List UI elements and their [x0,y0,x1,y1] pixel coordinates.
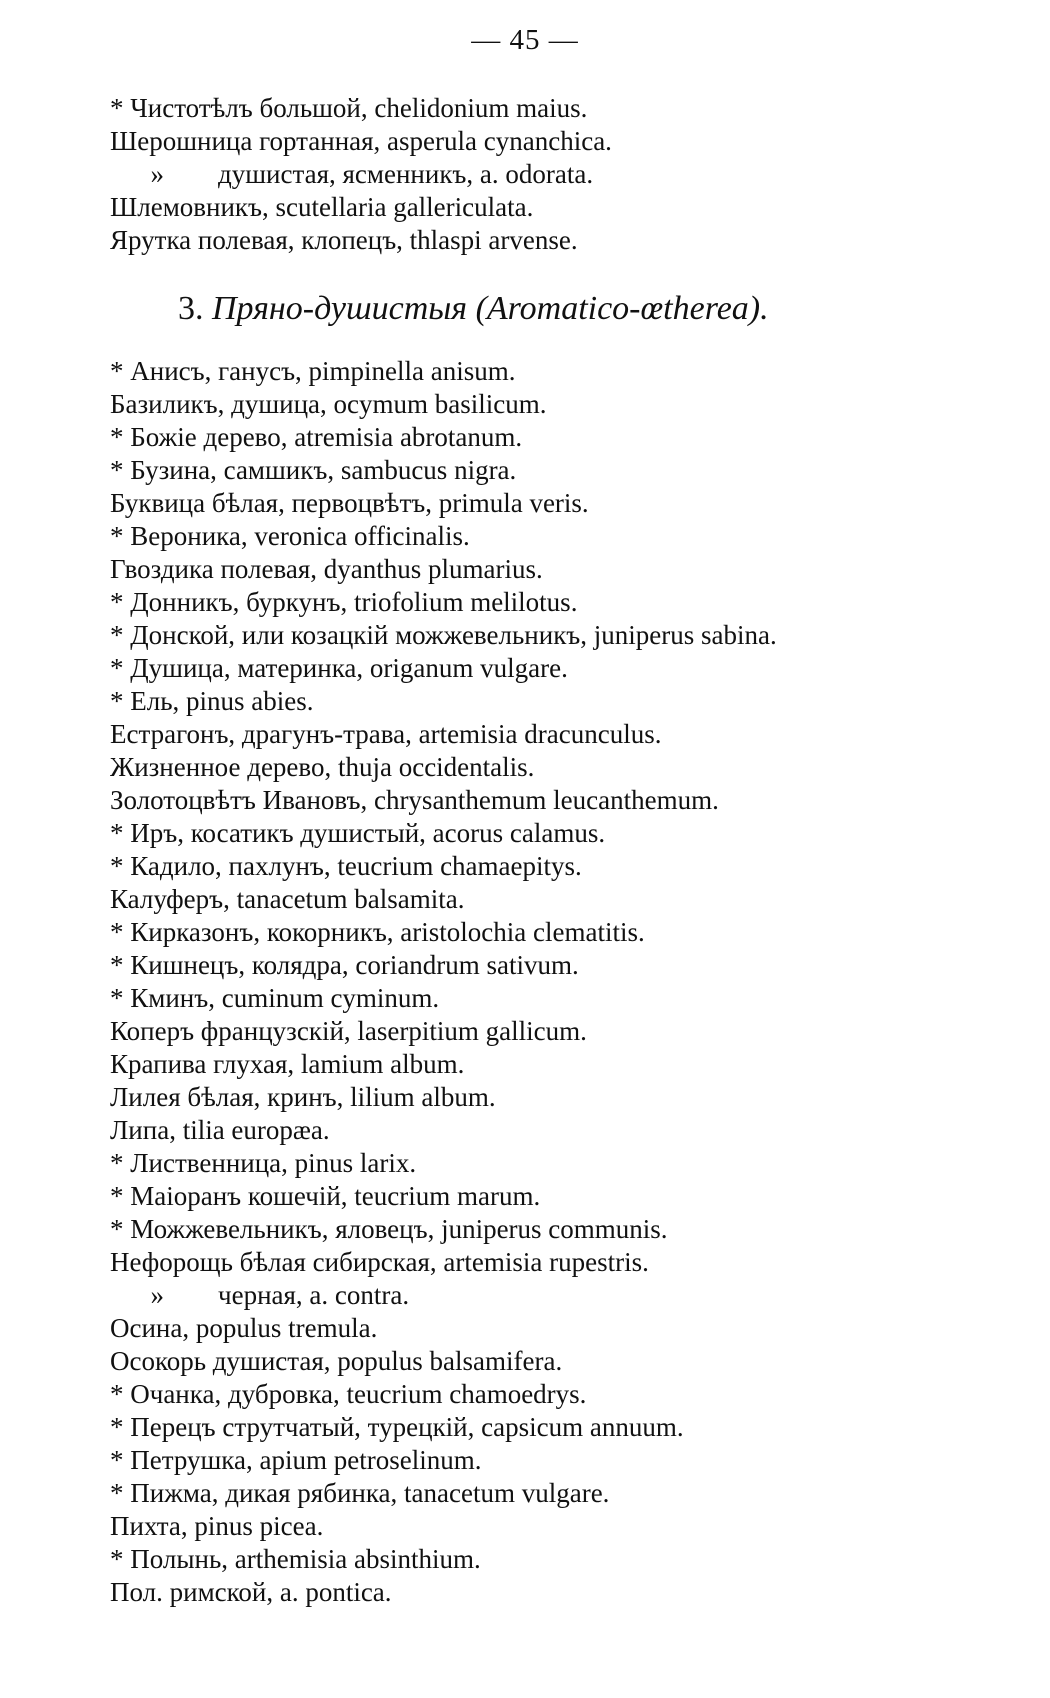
list-item: Крапива глухая, lamium album. [110,1049,465,1079]
list-item: Калуферъ, tanacetum balsamita. [110,884,465,914]
list-item: » душистая, ясменникъ, a. odorata. [110,159,594,189]
section-heading [178,289,769,329]
list-item: * Кминъ, cuminum cyminum. [110,983,440,1013]
list-item: * Донникъ, буркунъ, triofolium melilotus. [110,587,578,617]
section-heading-text: Пряно-душистыя (Aromatico-œtherea). [212,290,769,327]
aromatic-plant-list [110,355,1040,1609]
list-item: Липа, tilia europæa. [110,1115,330,1145]
list-item: Буквица бѣлая, первоцвѣтъ, primula veris. [110,488,589,518]
list-item: » черная, a. contra. [110,1280,410,1310]
list-item: * Бузина, самшикъ, sambucus nigra. [110,455,517,485]
list-item: Ярутка полевая, клопецъ, thlaspi arvense. [110,225,578,255]
plant-list-continued [110,92,1040,257]
list-item: Пихта, pinus picea. [110,1511,324,1541]
list-item: Базиликъ, душица, ocymum basilicum. [110,389,547,419]
list-item: * Очанка, дубровка, teucrium chamoedrys. [110,1379,587,1409]
list-item: * Кишнецъ, колядра, coriandrum sativum. [110,950,579,980]
list-item: Нефорощь бѣлая сибирская, artemisia rupestris. [110,1247,649,1277]
list-item: * Вероника, veronica officinalis. [110,521,470,551]
list-item: * Можжевельникъ, яловецъ, juniperus communis. [110,1214,668,1244]
list-item: Естрагонъ, драгунъ-трава, artemisia dracunculus. [110,719,662,749]
list-item: Лилея бѣлая, кринъ, lilium album. [110,1082,496,1112]
list-item: * Лиственница, pinus larix. [110,1148,417,1178]
list-item: * Маіоранъ кошечій, teucrium marum. [110,1181,541,1211]
list-item: * Пижма, дикая рябинка, tanacetum vulgare. [110,1478,610,1508]
list-item: Золотоцвѣтъ Ивановъ, chrysanthemum leucanthemum. [110,785,719,815]
list-item: * Полынь, arthemisia absinthium. [110,1544,481,1574]
list-item: * Иръ, косатикъ душистый, acorus calamus. [110,818,606,848]
list-item: * Кадило, пахлунъ, teucrium chamaepitys. [110,851,582,881]
list-item: * Душица, материнка, origanum vulgare. [110,653,568,683]
list-item: Гвоздика полевая, dyanthus plumarius. [110,554,543,584]
list-item: * Анисъ, ганусъ, pimpinella anisum. [110,356,516,386]
list-item: Шерошница гортанная, asperula cynanchica. [110,126,612,156]
list-item: Жизненное дерево, thuja occidentalis. [110,752,535,782]
section-number: 3. [178,290,204,327]
list-item: * Петрушка, apium petroselinum. [110,1445,482,1475]
page-number: — 45 — [471,24,579,56]
list-item: Коперъ французскій, laserpitium gallicum. [110,1016,587,1046]
list-item: Пол. римской, a. pontica. [110,1577,392,1607]
list-item: Осокорь душистая, populus balsamifera. [110,1346,563,1376]
list-item: * Ель, pinus abies. [110,686,314,716]
list-item: * Чистотѣлъ большой, chelidonium maius. [110,93,588,123]
list-item: Шлемовникъ, scutellaria gallericulata. [110,192,534,222]
list-item: Осина, populus tremula. [110,1313,378,1343]
list-item: * Перецъ струтчатый, турецкій, capsicum annuum. [110,1412,684,1442]
list-item: * Донской, или козацкій можжевельникъ, juniperus sabina. [110,620,777,650]
list-item: * Божіе дерево, atremisia abrotanum. [110,422,523,452]
list-item: * Кирказонъ, кокорникъ, aristolochia clematitis. [110,917,645,947]
